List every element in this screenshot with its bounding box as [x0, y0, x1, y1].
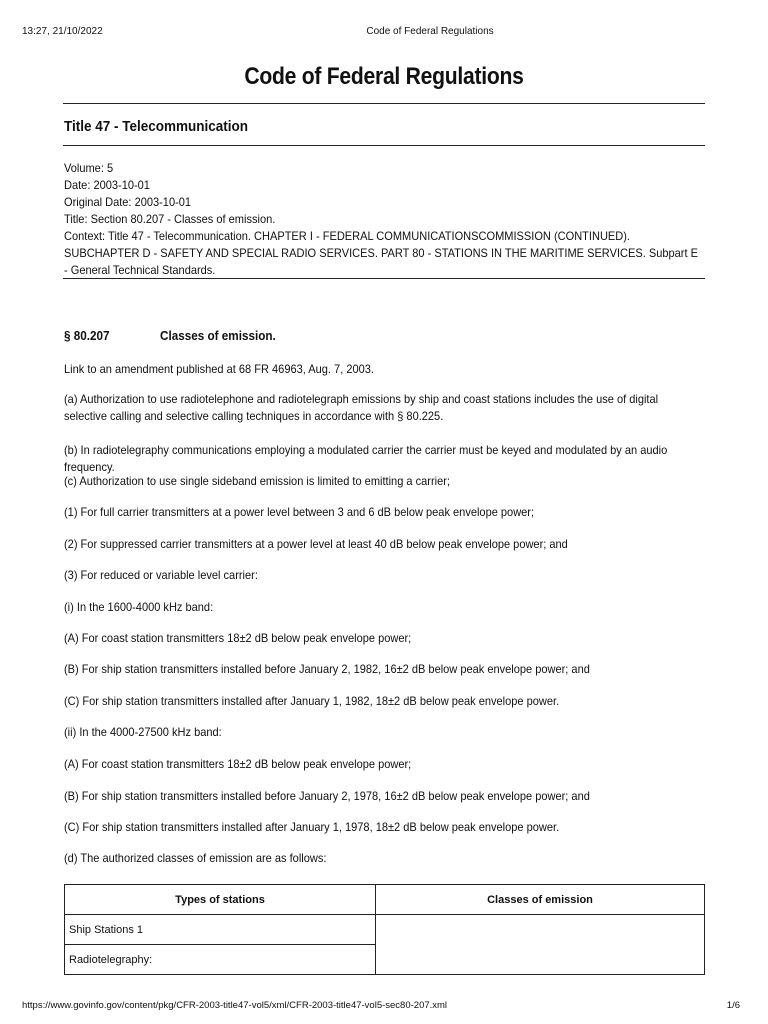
footer-page-number: 1/6 [726, 1000, 740, 1011]
divider [63, 145, 705, 146]
table-cell [376, 915, 705, 975]
table-cell: Ship Stations 1 [65, 915, 376, 945]
document-title: Code of Federal Regulations [244, 63, 524, 90]
footer-url: https://www.govinfo.gov/content/pkg/CFR-2003-title47-vol5/xml/CFR-2003-title47-vol5-sec80-207.xml [22, 1000, 448, 1011]
paragraph-c3: (3) For reduced or variable level carrier: [64, 568, 258, 582]
document-subtitle: Title 47 - Telecommunication [64, 118, 249, 135]
meta-context: Context: Title 47 - Telecommunication. CHAPTER I - FEDERAL COMMUNICATIONSCOMMISSION (CONTINUED). SUBCHAPTER D - SAFETY AND SPECIAL RADIO SERVICES. PART 80 - STATIONS IN THE MARITIME SERVICES. Subpart E - General Technical Standards. [64, 229, 698, 277]
paragraph-c3-ii-A: (A) For coast station transmitters 18±2 dB below peak envelope power; [64, 757, 412, 771]
paragraph-a: (a) Authorization to use radiotelephone and radiotelegraph emissions by ship and coast stations includes the use of digital selective calling and selective calling techniques in accordance with § 80.225. [64, 392, 659, 423]
paragraph-c3-i-C: (C) For ship station transmitters installed after January 1, 1982, 18±2 dB below peak envelope power. [64, 694, 560, 708]
paragraph-b: (b) In radiotelegraphy communications employing a modulated carrier the carrier must be keyed and modulated by an audio frequency. [64, 443, 668, 474]
paragraph-c3-ii-C: (C) For ship station transmitters installed after January 1, 1978, 18±2 dB below peak envelope power. [64, 820, 560, 834]
paragraph-c3-i-A: (A) For coast station transmitters 18±2 dB below peak envelope power; [64, 631, 412, 645]
meta-date: Date: 2003-10-01 [64, 178, 150, 192]
paragraph-c3-i-B: (B) For ship station transmitters installed before January 2, 1982, 16±2 dB below peak envelope power; and [64, 662, 590, 676]
paragraph-d: (d) The authorized classes of emission are as follows: [64, 851, 327, 865]
table-header-cell: Types of stations [65, 885, 376, 915]
amendment-link-text: Link to an amendment published at 68 FR 46963, Aug. 7, 2003. [64, 362, 374, 376]
paragraph-c: (c) Authorization to use single sideband emission is limited to emitting a carrier; [64, 474, 450, 488]
section-title: Classes of emission. [160, 328, 276, 343]
section-number: § 80.207 [64, 328, 110, 343]
meta-title: Title: Section 80.207 - Classes of emission. [64, 212, 276, 226]
print-timestamp: 13:27, 21/10/2022 [22, 26, 103, 37]
meta-volume: Volume: 5 [64, 161, 114, 175]
divider [63, 103, 705, 104]
paragraph-c3-ii-B: (B) For ship station transmitters installed before January 2, 1978, 16±2 dB below peak envelope power; and [64, 789, 590, 803]
paragraph-c2: (2) For suppressed carrier transmitters at a power level at least 40 dB below peak envelope power; and [64, 537, 568, 551]
divider [63, 278, 705, 279]
emission-classes-table [64, 884, 705, 975]
meta-original-date: Original Date: 2003-10-01 [64, 195, 192, 209]
paragraph-c1: (1) For full carrier transmitters at a power level between 3 and 6 dB below peak envelope power; [64, 505, 535, 519]
print-page-title: Code of Federal Regulations [366, 26, 494, 37]
table-header-cell: Classes of emission [376, 885, 705, 915]
paragraph-c3-ii: (ii) In the 4000-27500 kHz band: [64, 725, 222, 739]
paragraph-c3-i: (i) In the 1600-4000 kHz band: [64, 600, 214, 614]
table-cell: Radiotelegraphy: [65, 945, 376, 975]
table-row [65, 915, 705, 945]
table-header-row [65, 885, 705, 915]
